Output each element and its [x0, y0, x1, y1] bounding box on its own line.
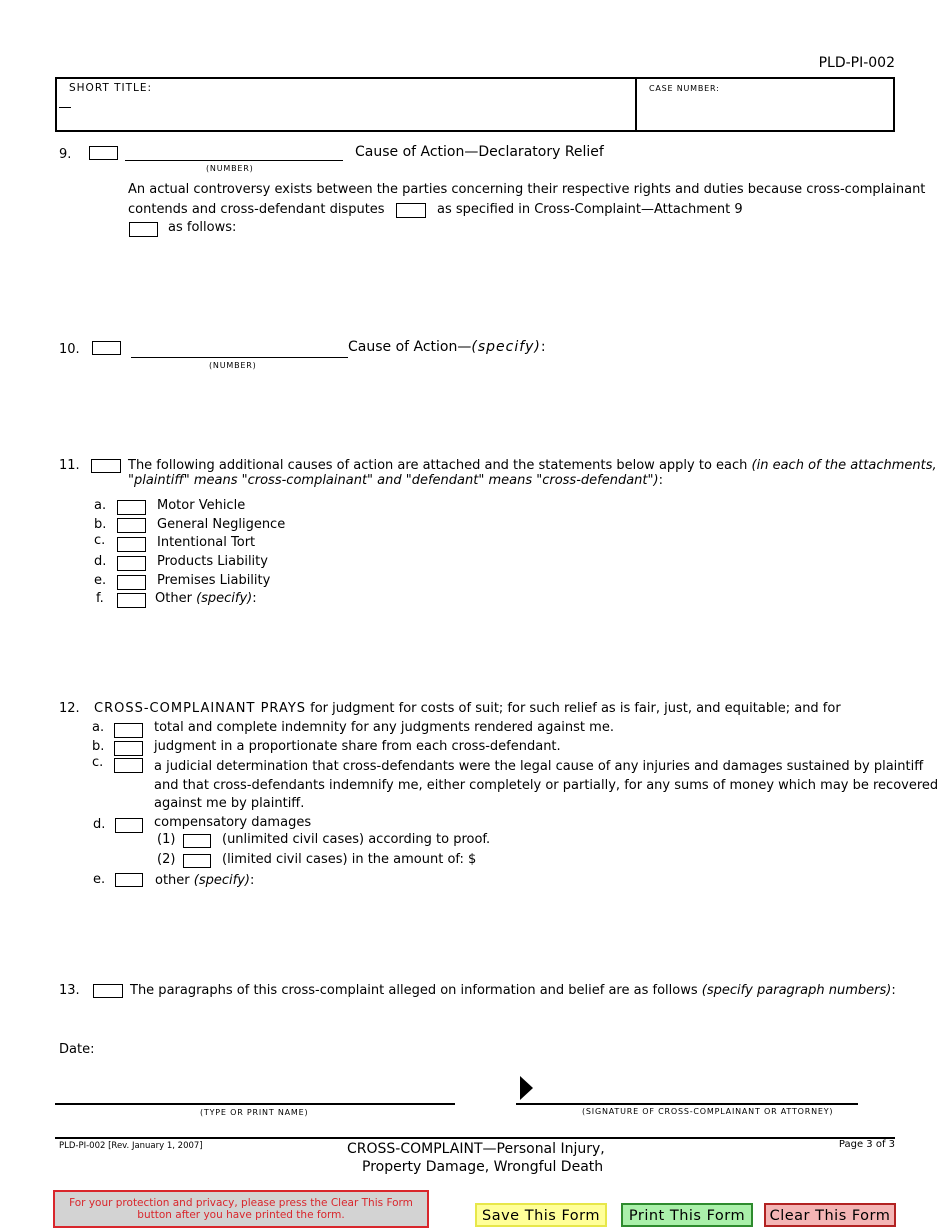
item11-d-checkbox[interactable]: [117, 556, 146, 571]
item11-e-label: Premises Liability: [157, 573, 271, 588]
item11-b-checkbox[interactable]: [117, 518, 146, 533]
header-box: [55, 77, 895, 132]
signature-line[interactable]: [516, 1103, 858, 1105]
item11-c-letter: c.: [94, 533, 106, 548]
item12-e-checkbox[interactable]: [115, 873, 143, 887]
short-title-field[interactable]: [59, 107, 71, 108]
privacy-line1: For your protection and privacy, please press the Clear This Form: [69, 1197, 413, 1209]
item9-as-follows-checkbox[interactable]: [129, 222, 158, 237]
item12-text: CROSS-COMPLAINANT PRAYS for judgment for costs of suit; for such relief as is fair, just, and equitable; and for: [94, 701, 841, 716]
footer-title-line2: Property Damage, Wrongful Death: [362, 1159, 604, 1175]
item12-d-checkbox[interactable]: [115, 818, 143, 833]
item12-d1-num: (1): [157, 832, 176, 847]
item11-c-label: Intentional Tort: [157, 535, 256, 550]
name-caption: (TYPE OR PRINT NAME): [200, 1108, 309, 1117]
privacy-line2: button after you have printed the form.: [137, 1209, 345, 1221]
item12-a-letter: a.: [92, 720, 105, 735]
item11-b-label: General Negligence: [157, 517, 286, 532]
item11-number: 11.: [59, 458, 80, 473]
item12-a-text: total and complete indemnity for any judgments rendered against me.: [154, 720, 614, 735]
item12-e-letter: e.: [93, 872, 106, 887]
item9-as-follows-text: as follows:: [168, 220, 237, 235]
item11-d-letter: d.: [94, 554, 107, 569]
item12-d-text: compensatory damages: [154, 815, 312, 830]
item10-title: Cause of Action—(specify):: [348, 339, 546, 355]
clear-button[interactable]: Clear This Form: [764, 1203, 896, 1227]
item12-d-letter: d.: [93, 817, 106, 832]
item11-f-label: Other (specify):: [155, 591, 257, 606]
item12-c-letter: c.: [92, 755, 104, 770]
privacy-notice: [53, 1190, 429, 1228]
footer-page: Page 3 of 3: [838, 1139, 895, 1150]
item12-number: 12.: [59, 701, 80, 716]
print-button[interactable]: Print This Form: [621, 1203, 753, 1227]
item12-c-line3: against me by plaintiff.: [154, 796, 305, 811]
form-id: PLD-PI-002: [818, 55, 895, 71]
item11-a-letter: a.: [94, 498, 107, 513]
item12-d2-checkbox[interactable]: [183, 854, 211, 868]
item11-a-label: Motor Vehicle: [157, 498, 246, 513]
item10-number-field[interactable]: [131, 357, 348, 358]
item13-checkbox[interactable]: [93, 984, 123, 998]
item12-b-checkbox[interactable]: [114, 741, 143, 756]
item11-checkbox[interactable]: [91, 459, 121, 473]
item11-f-checkbox[interactable]: [117, 593, 146, 608]
item12-e-text: other (specify):: [155, 873, 255, 888]
signature-arrow-icon: [520, 1076, 534, 1100]
item11-text-line2: "plaintiff" means "cross-complainant" and "defendant" means "cross-defendant"):: [128, 473, 663, 488]
item9-number-field[interactable]: [125, 160, 343, 161]
item11-f-letter: f.: [96, 591, 104, 606]
item9-title: Cause of Action—Declaratory Relief: [355, 144, 604, 160]
item11-e-checkbox[interactable]: [117, 575, 146, 590]
item9-attachment-text: as specified in Cross-Complaint—Attachment 9: [437, 202, 743, 217]
short-title-label: SHORT TITLE:: [69, 82, 153, 94]
item12-b-text: judgment in a proportionate share from each cross-defendant.: [154, 739, 561, 754]
item11-e-letter: e.: [94, 573, 107, 588]
item9-text-line1: An actual controversy exists between the parties concerning their respective rights and duties because cross-complainant: [128, 182, 926, 197]
case-number-label: CASE NUMBER:: [649, 84, 720, 93]
signature-caption: (SIGNATURE OF CROSS-COMPLAINANT OR ATTORNEY): [582, 1107, 834, 1116]
item11-a-checkbox[interactable]: [117, 500, 146, 515]
header-divider: [635, 79, 637, 130]
item9-checkbox[interactable]: [89, 146, 118, 160]
item12-d2-num: (2): [157, 852, 176, 867]
item9-number-caption: (NUMBER): [206, 164, 254, 173]
date-label: Date:: [59, 1042, 95, 1057]
item10-number: 10.: [59, 342, 80, 357]
item9-attachment-checkbox[interactable]: [396, 203, 426, 218]
item12-c-line2: and that cross-defendants indemnify me, either completely or partially, for any sums of money which may be recovered: [154, 778, 939, 793]
item12-b-letter: b.: [92, 739, 105, 754]
item12-c-line1: a judicial determination that cross-defendants were the legal cause of any injuries and damages sustained by plaintiff: [154, 759, 924, 774]
item12-a-checkbox[interactable]: [114, 723, 143, 738]
item12-d2-text: (limited civil cases) in the amount of: $: [222, 852, 477, 867]
item12-d1-text: (unlimited civil cases) according to proof.: [222, 832, 491, 847]
item9-number: 9.: [59, 147, 72, 162]
footer-title-line1: CROSS-COMPLAINT—Personal Injury,: [347, 1141, 605, 1157]
item13-number: 13.: [59, 983, 80, 998]
item11-text-line1: The following additional causes of action are attached and the statements below apply to each (in each of the attachments,: [128, 458, 937, 473]
item9-text-line2: contends and cross-defendant disputes: [128, 202, 385, 217]
item13-text: The paragraphs of this cross-complaint alleged on information and belief are as follows (specify paragraph numbers):: [130, 983, 896, 998]
item10-checkbox[interactable]: [92, 341, 121, 355]
item11-b-letter: b.: [94, 517, 107, 532]
item10-number-caption: (NUMBER): [209, 361, 257, 370]
save-button[interactable]: Save This Form: [475, 1203, 607, 1227]
item11-c-checkbox[interactable]: [117, 537, 146, 552]
footer-rule: [55, 1137, 895, 1139]
footer-form-rev: PLD-PI-002 [Rev. January 1, 2007]: [59, 1141, 203, 1151]
item12-c-checkbox[interactable]: [114, 758, 143, 773]
name-line[interactable]: [55, 1103, 455, 1105]
item11-d-label: Products Liability: [157, 554, 268, 569]
item12-d1-checkbox[interactable]: [183, 834, 211, 848]
